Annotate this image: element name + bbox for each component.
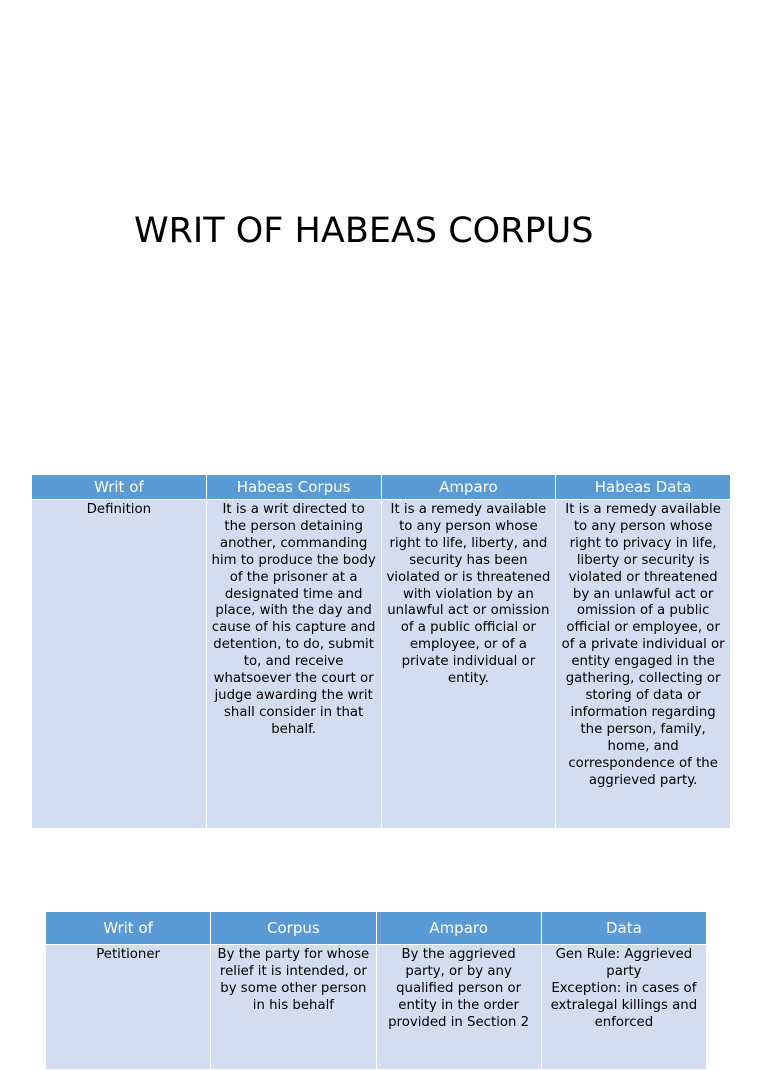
- header-habeas-corpus: Habeas Corpus: [206, 475, 381, 500]
- petitioner-data: Gen Rule: Aggrieved party Exception: in cases of extralegal killings and enforced: [541, 945, 706, 1070]
- row-label-petitioner: Petitioner: [46, 945, 211, 1070]
- table-row-petitioner: [46, 945, 707, 1070]
- table-header-row: [32, 475, 731, 500]
- petitioner-amparo: By the aggrieved party, or by any qualified person or entity in the order provided in Section 2: [376, 945, 541, 1070]
- header-habeas-data: Habeas Data: [556, 475, 731, 500]
- writ-comparison-table-1: [31, 474, 731, 829]
- table-row-definition: [32, 500, 731, 829]
- petitioner-corpus: By the party for whose relief it is intended, or by some other person in his behalf: [211, 945, 376, 1070]
- definition-amparo: It is a remedy available to any person whose right to life, liberty, and security has been violated or is threatened with violation by an unlawful act or omission of a public official or employee, or of a private individual or entity.: [381, 500, 556, 829]
- header-amparo: Amparo: [381, 475, 556, 500]
- header-amparo: Amparo: [376, 912, 541, 945]
- table-header-row: [46, 912, 707, 945]
- writ-comparison-table-2: [45, 911, 707, 1070]
- page-title: WRIT OF HABEAS CORPUS: [134, 211, 594, 251]
- row-label-definition: Definition: [32, 500, 207, 829]
- definition-habeas-data: It is a remedy available to any person whose right to privacy in life, liberty or security is violated or threatened by an unlawful act or omission of a public official or employee, or of a private individual or entity engaged in the gathering, collecting or storing of data or information regarding the person, family, home, and correspondence of the aggrieved party.: [556, 500, 731, 829]
- definition-habeas-corpus: It is a writ directed to the person detaining another, commanding him to produce the body of the prisoner at a designated time and place, with the day and cause of his capture and detention, to do, submit to, and receive whatsoever the court or judge awarding the writ shall consider in that behalf.: [206, 500, 381, 829]
- header-writ-of: Writ of: [32, 475, 207, 500]
- header-corpus: Corpus: [211, 912, 376, 945]
- header-data: Data: [541, 912, 706, 945]
- header-writ-of: Writ of: [46, 912, 211, 945]
